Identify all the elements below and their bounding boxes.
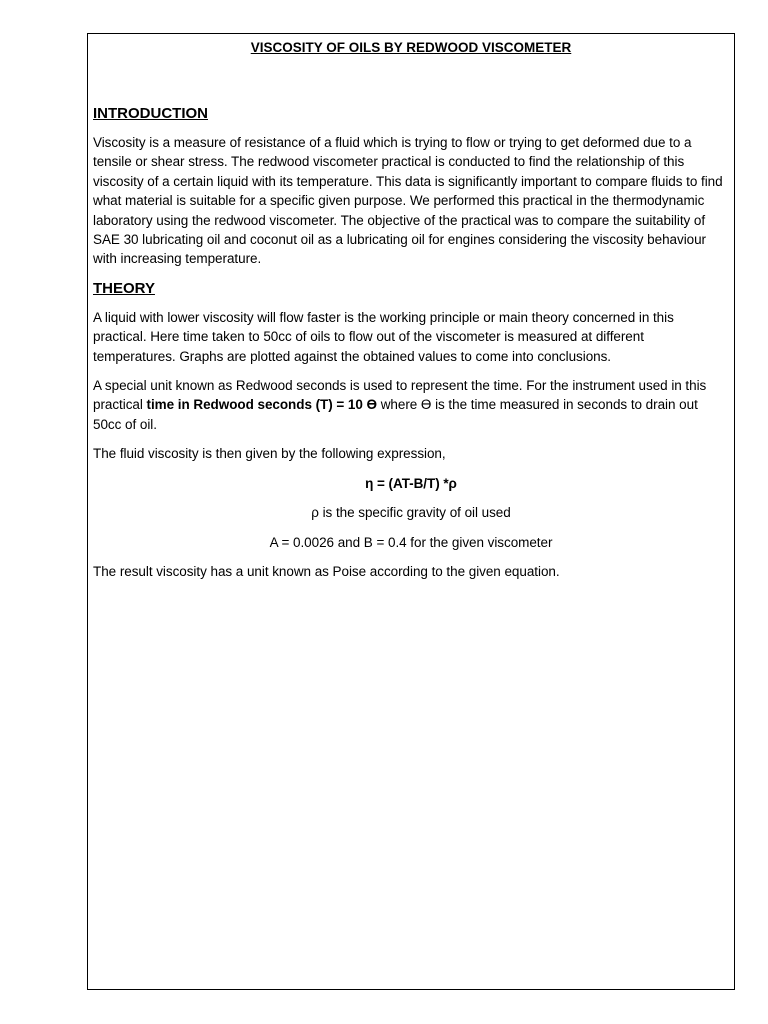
theory-paragraph-3: The fluid viscosity is then given by the following expression, [93,446,446,462]
theory-paragraph-1: A liquid with lower viscosity will flow faster is the working principle or main theory concerned in this practical. Here time taken to 50cc of oils to flow out of the viscometer is measured at different temperatures. Graphs are plotted against the obtained values to come into conclusions. [93,309,674,364]
rho-definition: ρ is the specific gravity of oil used [311,505,511,521]
introduction-heading: INTRODUCTION [93,105,208,122]
viscosity-formula: η = (AT-B/T) *ρ [365,475,457,491]
result-paragraph: The result viscosity has a unit known as Poise according to the given equation. [93,563,560,579]
theory-heading: THEORY [93,279,155,297]
theory-paragraph-2-text-a: A special unit known as Redwood seconds is used to represent the time. For the instrument used in this practical [93,378,707,413]
page-border [87,33,735,990]
redwood-seconds-definition: time in Redwood seconds (T) = 10 Ɵ [146,397,377,413]
theory-paragraph-2-text-b: where Ɵ is the time measured in seconds to drain out 50cc of oil. [93,397,698,432]
document-content [93,34,729,581]
introduction-paragraph: Viscosity is a measure of resistance of a fluid which is trying to flow or trying to get deformed due to a tensile or shear stress. The redwood viscometer practical is conducted to find the relationship of this viscosity of a certain liquid with its temperature. This data is significantly important to compare fluids to find what material is suitable for a specific given purpose. We performed this practical in the thermodynamic laboratory using the redwood viscometer. The objective of the practical was to compare the suitability of SAE 30 lubricating oil and coconut oil as a lubricating oil for engines considering the viscosity behaviour with increasing temperature. [93,135,723,267]
theory-paragraph-2 [93,376,729,434]
constants-line: A = 0.0026 and B = 0.4 for the given viscometer [269,534,553,550]
document-title: VISCOSITY OF OILS BY REDWOOD VISCOMETER [250,40,572,55]
